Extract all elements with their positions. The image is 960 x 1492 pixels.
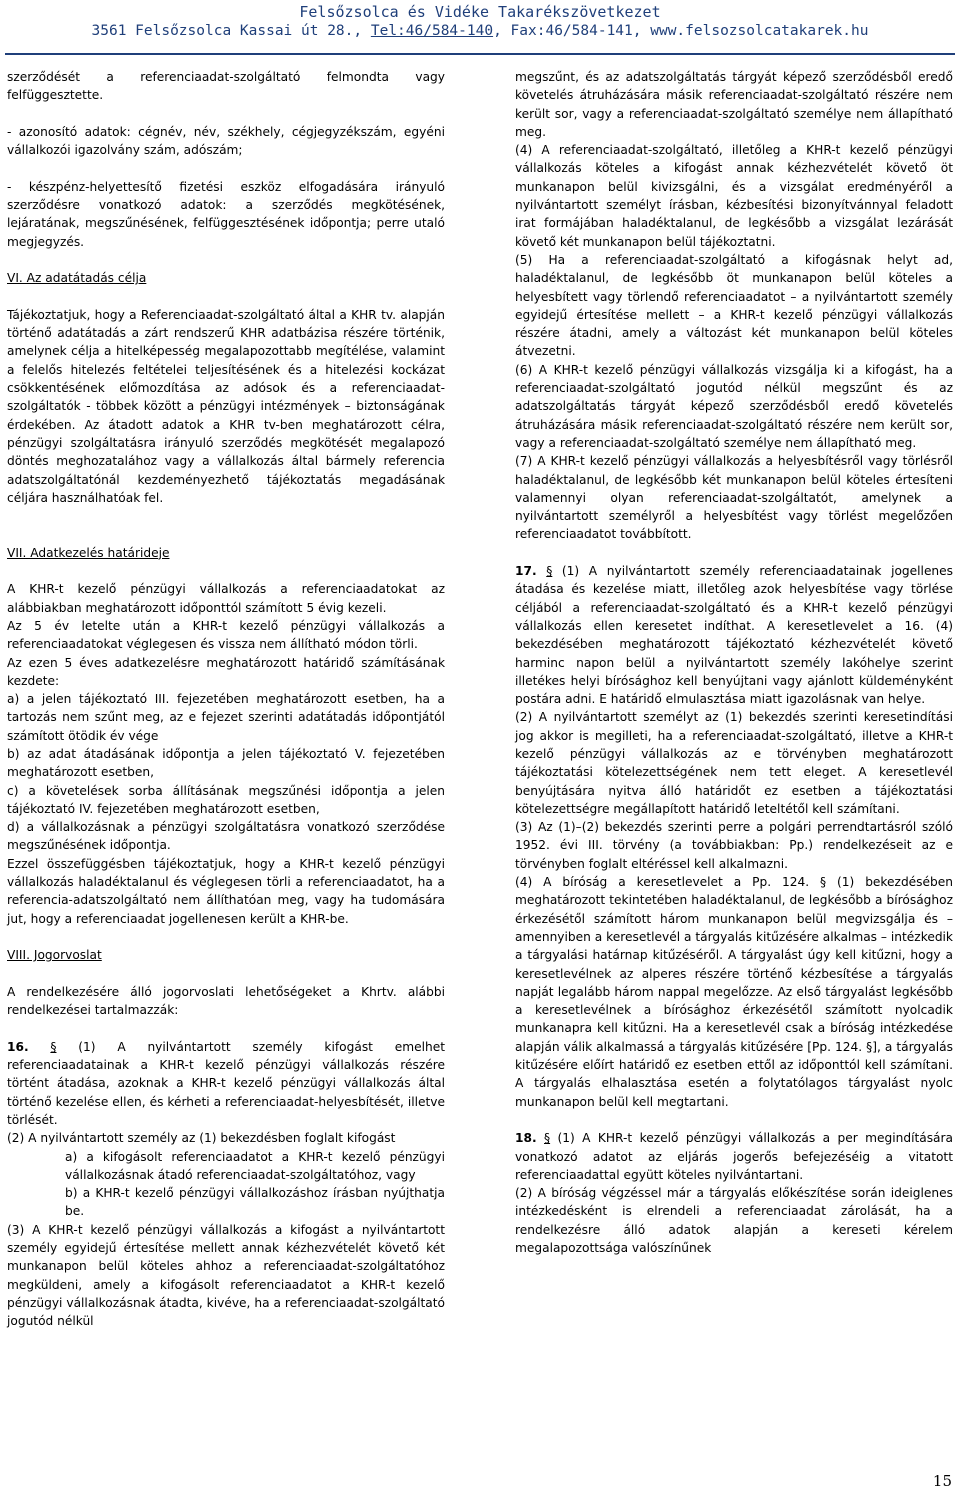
right-para-7: (7) A KHR-t kezelő pénzügyi vállalkozás a helyesbítésről vagy törlésről haladéktalanul, de legkésőbb két munkanapon belül köteles értesíteni valamennyi olyan referenciaadat-szolgáltatót, amelynek a nyilvántartott személyről a helyesbítést vagy törlést megelőzően referenciaadatot továbbított. — [515, 454, 953, 542]
section-18-para-2: (2) A bíróság végzéssel már a tárgyalás előkészítése során ideiglenes intézkedésként is elrendeli a referenciaadat zárolását, ha a rendelkezésre álló adatok alapján a kereseti kérelem megalapozottsága valószínűnek — [515, 1186, 953, 1255]
section-18-para-1: 18. § (1) A KHR-t kezelő pénzügyi vállalkozás a per megindítására vonatkozó adatot az eljárás jogerős befejezéséig a vitatott referenciaadattal együtt köteles nyilvántartani. — [515, 1131, 954, 1182]
heading-section-vii: VII. Adatkezelés határideje — [7, 545, 170, 560]
left-para-7g: d) a vállalkozásnak a pénzügyi szolgáltatásra vonatkozó szerződése megszűnésének időpontja. — [7, 820, 445, 853]
header-web-link[interactable]: www.felsozsolcatakarek.hu — [650, 23, 869, 39]
section-16-para-1: 16. § (1) A nyilvántartott személy kifogást emelhet referenciaadatainak a KHR-t kezelő pénzügyi vállalkozás részére történt átadása, azoknak a KHR-t kezelő pénzügyi vállalkozás által történő kezelése ellen, és kérheti a referenciaadat-helyesbítését, illetve törlését. — [7, 1039, 445, 1127]
header-address: 3561 Felsőzsolca Kassai út 28., — [91, 23, 363, 39]
left-para-7f: c) a követelések sorba állításának megszűnési időpontja a jelen tájékoztató IV. fejezetében meghatározott esetben, — [7, 783, 445, 816]
right-para-6: (6) A KHR-t kezelő pénzügyi vállalkozás vizsgálja ki a kifogást, ha a referenciaadat-szolgáltató jogutód nélkül megszűnt és az adatszolgáltatás tárgyát képező szerződésből eredő követelés átruházására másik referenciaadat-szolgáltató részére nem került sor, vagy a referenciaadat-szolgáltató személye nem állapítható meg. — [515, 362, 953, 450]
header-divider — [5, 53, 955, 55]
left-para-purpose: Tájékoztatjuk, hogy a Referenciaadat-szolgáltató által a KHR tv. alapján történő adatátadás a zárt rendszerű KHR adatbázisa részére történik, amelynek célja a hitelképesség megalapozottabb megítélése, valamint a felelős hitelezés feltételei teljesítésének és a hitelezési kockázat csökkentésének előmozdítása az adósok és a referenciaadat-szolgáltatók - többek között a pénzügyi intézmények – biztonságának érdekében. Az átadott adatok a KHR tv-ben meghatározott célra, pénzügyi szolgáltatásra irányuló szerződés megkötését megalapozó döntés meghozatalához vagy a vállalkozás által bármely referencia adatszolgáltatónál kezdeményezhető tájékoztatás megadásának céljára használhatóak fel. — [7, 307, 445, 505]
section-17-number: 17. — [515, 564, 537, 579]
section-18-symbol: § — [544, 1131, 551, 1146]
section-18-number: 18. — [515, 1131, 537, 1146]
left-para-7e: b) az adat átadásának időpontja a jelen tájékoztató V. fejezetében meghatározott esetben, — [7, 746, 445, 780]
section-17-para-1: 17. § (1) A nyilvántartott személy referenciaadatainak jogellenes átadása és kezelése miatt, illetőleg azok helyesbítése vagy törlése céljából a referenciaadat-szolgáltató és a KHR-t kezelő pénzügyi vállalkozás ellen keresetet indíthat. A keresetlevelet a 16. (4) bekezdésében meghatározott tájékoztató kézhezvételét követő harminc napon belül a nyilvántartott személy lakóhelye szerint illetékes helyi bírósághoz kell benyújtani vagy ajánlott küldeményként postára adni. E határidő elmulasztása miatt igazolásnak van helye. — [515, 564, 954, 707]
section-16-para-3: (3) A KHR-t kezelő pénzügyi vállalkozás a kifogást a nyilvántartott személy egyidejű értesítése mellett annak kézhezvételét követő két munkanapon belül köteles ahhoz a referenciaadat-szolgáltatóhoz megküldeni, amely a kifogásolt referenciaadatot a KHR-t kezelő pénzügyi vállalkozásnak átadta, kivéve, ha a referenciaadat-szolgáltató jogutód nélkül — [7, 1222, 445, 1329]
header-tel-link[interactable]: Tel:46/584-140 — [370, 23, 494, 39]
section-17-para-3: (3) Az (1)–(2) bekezdés szerinti perre a polgári perrendtartásról szóló 1952. évi III. törvény (a továbbiakban: Pp.) rendelkezéseit az e törvényben foglalt eltéréssel kell alkalmazni. — [515, 820, 953, 871]
section-17-symbol: § — [546, 564, 553, 579]
section-16-para-2a: a) a kifogásolt referenciaadatot a KHR-t kezelő pénzügyi vállalkozásnak átadó referenciaadat-szolgáltatóhoz, vagy — [65, 1149, 445, 1182]
heading-section-vi: VI. Az adatátadás célja — [7, 271, 147, 286]
section-16-para-2: (2) A nyilvántartott személy az (1) bekezdésben foglalt kifogást — [7, 1131, 396, 1146]
left-para-1: szerződését a referenciaadat-szolgáltató felmondta vagy felfüggesztette. — [7, 70, 445, 103]
left-para-7c: Az ezen 5 éves adatkezelésre meghatározott határidő számításának kezdete: — [7, 655, 445, 688]
left-para-7a: A KHR-t kezelő pénzügyi vállalkozás a referenciaadatokat az alábbiakban meghatározott időponttól számított 5 évig kezeli. — [7, 582, 445, 615]
page-header — [0, 0, 960, 50]
section-17-para-4: (4) A bíróság a keresetlevelet a Pp. 124. § (1) bekezdésében meghatározott tekintetében haladéktalanul, de legkésőbb a bírósághoz érkezésétől számított három munkanapon belül megvizsgálja és – amennyiben a keresetlevél a tárgyalás kitűzésére alkalmas – intézkedik a tárgyalási határnap kitűzéséről. A tárgyalást úgy kell kitűzni, hogy a keresetlevélnek az alperes részére történő kézbesítése a tárgyalás napját legalább három nappal megelőzze. Az első tárgyalást legkésőbb a keresetlevélnek a bírósághoz érkezésétől számított nyolcadik munkanapra kell kitűzni. Ha a keresetlevél csak a bíróság intézkedése alapján válik alkalmassá a tárgyalás kitűzésére [Pp. 124. §], a tárgyalás kitűzésére előírt határidő ez esetben ettől az időponttól kell számítani. A tárgyalás elhalasztása esetén a folytatólagos tárgyalást nyolc munkanapon belül kell megtartani. — [515, 875, 953, 1109]
section-17-para-2: (2) A nyilvántartott személyt az (1) bekezdés szerinti keresetindítási jog akkor is megilleti, ha a referenciaadat-szolgáltató, illetve a KHR-t kezelő pénzügyi vállalkozás az e törvényben meghatározott tájékoztatási kötelezettségének nem tett eleget. A keresetlevél benyújtására nyitva álló határidőt ez esetben a tájékoztatási kötelezettségre megállapított határidő leteltétől kell számítani. — [515, 710, 953, 816]
left-para-remedy: A rendelkezésére álló jogorvoslati lehetőségeket a Khrtv. alábbi rendelkezései tartalmazzák: — [7, 984, 445, 1018]
section-16-para-2b: b) a KHR-t kezelő pénzügyi vállalkozáshoz írásban nyújthatja be. — [65, 1186, 445, 1219]
left-para-identity: - azonosító adatok: cégnév, név, székhely, cégjegyzékszám, egyéni vállalkozói igazolvány szám, adószám; — [7, 124, 445, 158]
left-para-7h: Ezzel összefüggésben tájékoztatjuk, hogy a KHR-t kezelő pénzügyi vállalkozás haladéktalanul és véglegesen törli a referenciaadatot, ha a referencia-adatszolgáltató nem állíthatóan meg, vagy ha tudomására jut, hogy a referenciaadat jogellenesen került a KHR-be. — [7, 856, 445, 926]
section-16-symbol: § — [50, 1039, 57, 1054]
header-fax: Fax:46/584-141, — [510, 23, 642, 39]
left-para-payment: - készpénz-helyettesítő fizetési eszköz elfogadására irányuló szerződésre vonatkozó adatok: a szerződés megkötésének, lejáratának, megszűnésének, felfüggesztésének időpontja; perre utaló megjegyzés. — [7, 179, 445, 249]
left-para-7d: a) a jelen tájékoztató III. fejezetében meghatározott esetben, ha a tartozás nem szűnt meg, az e fejezet szerinti adatátadás időpontjától számított ötödik év vége — [7, 692, 445, 743]
header-contact-line: 3561 Felsőzsolca Kassai út 28., Tel:46/584-140, Fax:46/584-141, www.felsozsolcatakarek.hu — [91, 23, 869, 39]
right-para-1: megszűnt, és az adatszolgáltatás tárgyát képező szerződésből eredő követelés átruházására másik referenciaadat-szolgáltató részére nem került sor, vagy a referenciaadat-szolgáltató személye nem állapítható meg. — [515, 70, 953, 139]
section-16-number: 16. — [7, 1039, 29, 1054]
right-para-4: (4) A referenciaadat-szolgáltató, illetőleg a KHR-t kezelő pénzügyi vállalkozás köteles a kifogást annak kézhezvételét követő öt munkanapon belül kivizsgálni, és a vizsgálat eredményéről a nyilvántartott személyt írásban, kézbesítési bizonyítvánnyal feladott irat formájában haladéktalanul, de legkésőbb a vizsgálat lezárását követő két munkanapon belül tájékoztatni. — [515, 143, 953, 249]
left-para-7b: Az 5 év letelte után a KHR-t kezelő pénzügyi vállalkozás a referenciaadatokat véglegesen és vissza nem állítható módon törli. — [7, 618, 445, 652]
header-org-name: Felsőzsolca és Vidéke Takarékszövetkezet — [299, 3, 661, 21]
heading-section-viii: VIII. Jogorvoslat — [7, 948, 102, 963]
page-number: 15 — [932, 1472, 952, 1490]
left-column — [7, 68, 445, 1330]
right-column — [515, 68, 953, 1257]
right-para-5: (5) Ha a referenciaadat-szolgáltató a kifogásnak helyt ad, haladéktalanul, de legkésőbb öt munkanapon belül köteles a helyesbített vagy törlendő referenciaadatot – a nyilvántartott személy egyidejű értesítése mellett – a KHR-t kezelő pénzügyi vállalkozás részére átadni, amely a változást két munkanapon belül köteles átvezetni. — [515, 252, 953, 359]
